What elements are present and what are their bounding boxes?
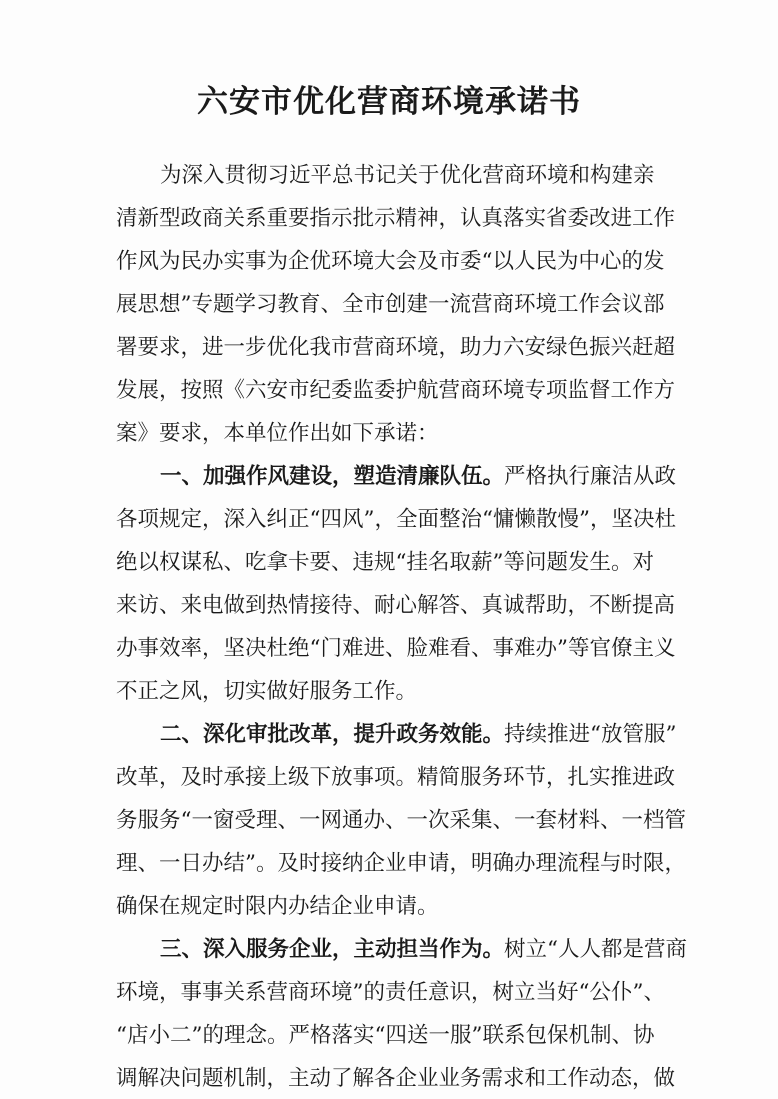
paragraph-line: 各项规定，深入纠正“四风”，全面整治“慵懒散慢”，坚决杜	[116, 507, 676, 532]
paragraph-line: 调解决问题机制，主动了解各企业业务需求和工作动态，做	[116, 1066, 676, 1091]
paragraph-line: 改革，及时承接上级下放事项。精简服务环节，扎实推进政	[116, 765, 676, 790]
section-line	[160, 719, 676, 751]
paragraph-text: 持续推进“放管服”	[504, 722, 677, 747]
paragraph-line: 环境，事事关系营商环境”的责任意识，树立当好“公仆”、	[116, 980, 665, 1005]
section-line	[160, 461, 676, 493]
paragraph-line: 为深入贯彻习近平总书记关于优化营商环境和构建亲	[160, 163, 655, 188]
paragraph-line: “店小二”的理念。严格落实“四送一服”联系包保机制、协	[116, 1023, 655, 1048]
section-line	[160, 934, 688, 966]
paragraph-line: 绝以权谋私、吃拿卡要、违规“挂名取薪”等问题发生。对	[116, 550, 654, 575]
paragraph-line: 来访、来电做到热情接待、耐心解答、真诚帮助，不断提高	[116, 593, 676, 618]
paragraph-text: 严格执行廉洁从政	[504, 464, 677, 489]
paragraph-line: 不正之风，切实做好服务工作。	[116, 679, 418, 704]
paragraph-line: 办事效率，坚决杜绝“门难进、脸难看、事难办”等官僚主义	[116, 636, 676, 661]
document-title: 六安市优化营商环境承诺书	[197, 84, 581, 120]
section-heading-3: 三、深入服务企业，主动担当作为。	[160, 937, 505, 962]
paragraph-line: 确保在规定时限内办结企业申请。	[116, 894, 439, 919]
paragraph-text: 树立“人人都是营商	[504, 937, 688, 962]
paragraph-line: 署要求，进一步优化我市营商环境，助力六安绿色振兴赶超	[116, 335, 676, 360]
paragraph-line: 发展，按照《六安市纪委监委护航营商环境专项监督工作方	[116, 378, 676, 403]
paragraph-line: 理、一日办结”。及时接纳企业申请，明确办理流程与时限，	[116, 851, 686, 876]
paragraph-line: 展思想”专题学习教育、全市创建一流营商环境工作会议部	[116, 292, 665, 317]
paragraph-line: 清新型政商关系重要指示批示精神，认真落实省委改进工作	[116, 206, 676, 231]
paragraph-line: 作风为民办实事为企优环境大会及市委“以人民为中心的发	[116, 249, 665, 274]
paragraph-line: 务服务“一窗受理、一网通办、一次采集、一套材料、一档管	[116, 808, 686, 833]
paragraph-line: 案》要求，本单位作出如下承诺：	[116, 421, 439, 446]
section-heading-1: 一、加强作风建设，塑造清廉队伍。	[160, 464, 505, 489]
section-heading-2: 二、深化审批改革，提升政务效能。	[160, 722, 505, 747]
